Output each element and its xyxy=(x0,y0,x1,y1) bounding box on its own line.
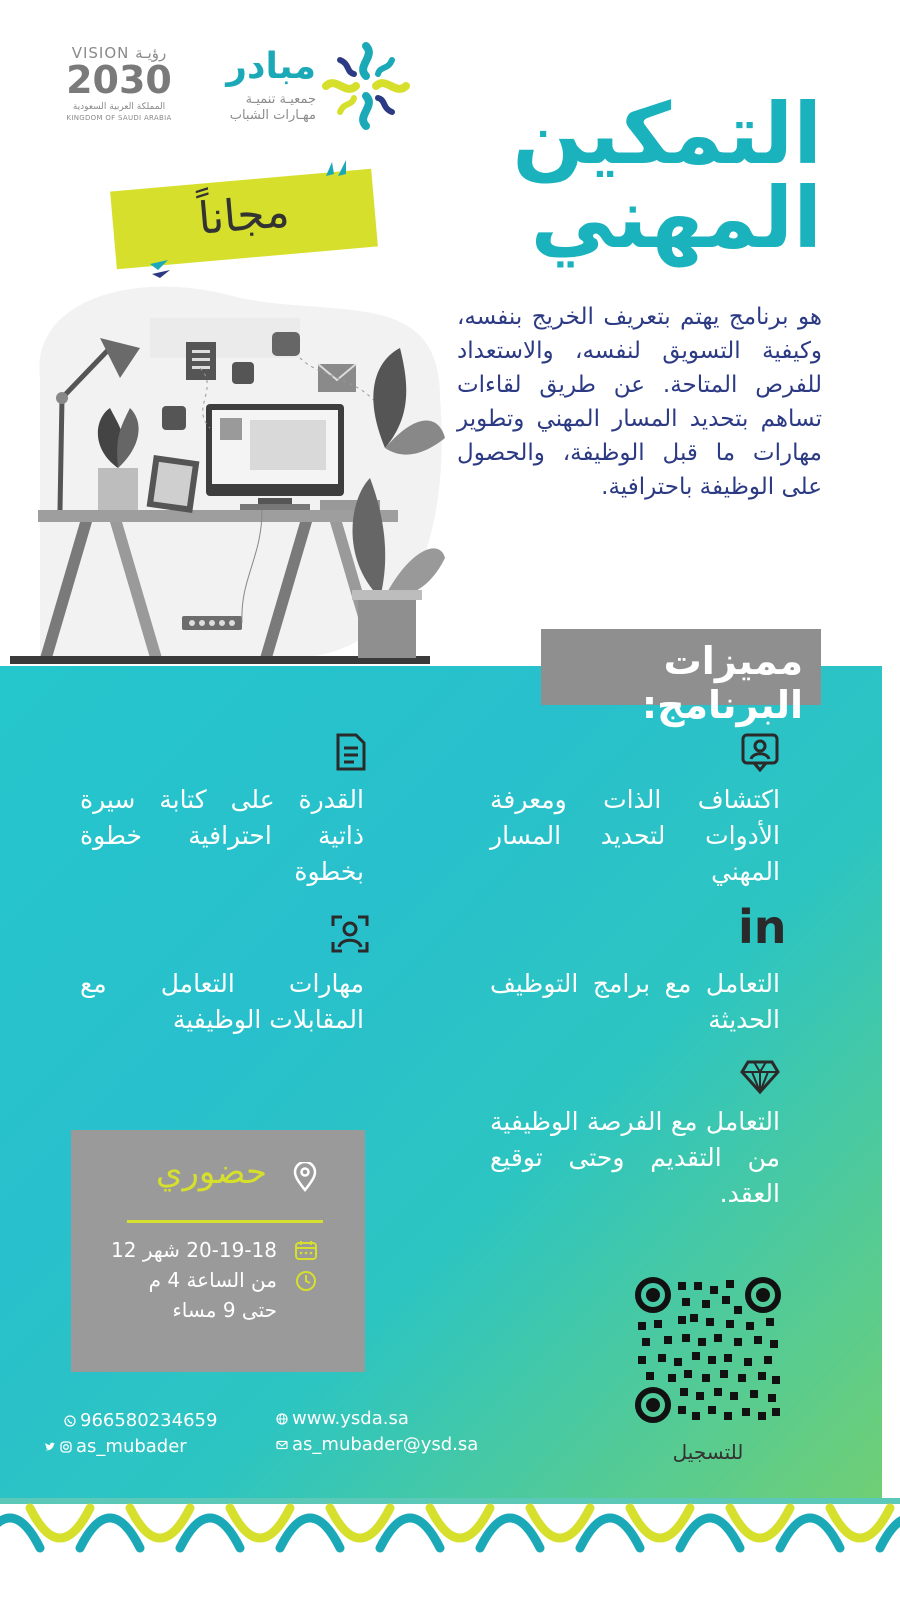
program-description: هو برنامج يهتم بتعريف الخريج بنفسه، وكيفية التسويق لنفسه، والاستعداد للفرص المتاحة. عن طريق لقاءات تساهم بتحديد المسار المهني وتطوير مهارات ما قبل الوظيفة، والحصول على الوظيفة باحترافية. xyxy=(457,304,822,500)
decorative-wave-border xyxy=(0,1498,900,1556)
feature-cv-writing: القدرة على كتابة سيرة ذاتية احترافية خطوة بخطوة xyxy=(80,785,364,886)
title-line-2: المهني xyxy=(530,169,822,267)
phone-contact[interactable] xyxy=(64,1410,217,1431)
vision-ar-text: رؤيـة xyxy=(135,44,167,62)
mubader-sub1: جمعيـة تنميـة xyxy=(245,92,316,107)
accent-marks-icon xyxy=(322,158,352,180)
email-address: as_mubader@ysd.sa xyxy=(292,1434,479,1455)
linkedin-icon: in xyxy=(738,900,787,954)
vision-year: 2030 xyxy=(66,58,172,102)
vision-2030-logo xyxy=(58,44,180,126)
qr-label: للتسجيل xyxy=(672,1440,744,1464)
social-contact[interactable] xyxy=(44,1436,187,1457)
feature-recruitment-platforms: التعامل مع برامج التوظيف الحديثة xyxy=(490,969,780,1034)
globe-icon xyxy=(276,1413,288,1425)
whatsapp-icon xyxy=(64,1415,76,1427)
mubader-logo xyxy=(212,40,412,135)
instagram-icon xyxy=(60,1441,72,1453)
feature-job-offer: التعامل مع الفرصة الوظيفية من التقديم وحتى توقيع العقد. xyxy=(490,1107,780,1208)
profile-icon xyxy=(740,732,780,772)
attendance-date: 20-19-18 شهر 12 xyxy=(111,1238,277,1262)
attendance-box xyxy=(71,1130,365,1372)
features-heading-text: مميزات البرنامج: xyxy=(641,639,803,727)
features-heading xyxy=(541,629,821,727)
attendance-title: حضوري xyxy=(155,1152,267,1192)
diamond-icon xyxy=(740,1056,780,1096)
website-contact[interactable] xyxy=(276,1408,409,1429)
location-pin-icon xyxy=(293,1162,317,1192)
email-icon xyxy=(276,1439,288,1451)
free-badge-text: مجاناً xyxy=(196,186,292,245)
feature-interview-skills: مهارات التعامل مع المقابلات الوظيفية xyxy=(80,969,364,1034)
twitter-icon xyxy=(44,1441,56,1453)
mubader-sub2: مهـارات الشباب xyxy=(229,108,316,123)
attendance-time-start: من الساعة 4 م xyxy=(148,1268,277,1292)
website-url: www.ysda.sa xyxy=(292,1408,409,1429)
workspace-illustration xyxy=(0,258,460,668)
kingdom-ar: المملكة العربية السعودية xyxy=(72,102,166,112)
attendance-time-end: حتى 9 مساء xyxy=(172,1298,277,1322)
panel-edge xyxy=(882,666,900,1500)
free-badge xyxy=(110,169,378,270)
feature-self-discovery: اكتشاف الذات ومعرفة الأدوات لتحديد المسار المهني xyxy=(490,785,780,886)
attendance-divider xyxy=(127,1220,323,1223)
kingdom-en: KINGDOM OF SAUDI ARABIA xyxy=(66,114,172,122)
phone-number: 966580234659 xyxy=(80,1410,218,1431)
clock-icon xyxy=(295,1270,317,1292)
face-scan-icon xyxy=(330,914,370,954)
vision-en-text: VISION xyxy=(71,44,130,62)
mubader-name: مبادر xyxy=(226,46,316,87)
calendar-icon xyxy=(295,1240,317,1260)
registration-qr-code[interactable] xyxy=(634,1276,782,1424)
mubader-mark-icon xyxy=(320,40,412,132)
email-contact[interactable] xyxy=(276,1434,478,1455)
title-line-1: التمكين xyxy=(512,85,822,183)
social-handle: as_mubader xyxy=(76,1436,187,1457)
document-icon xyxy=(330,732,370,772)
